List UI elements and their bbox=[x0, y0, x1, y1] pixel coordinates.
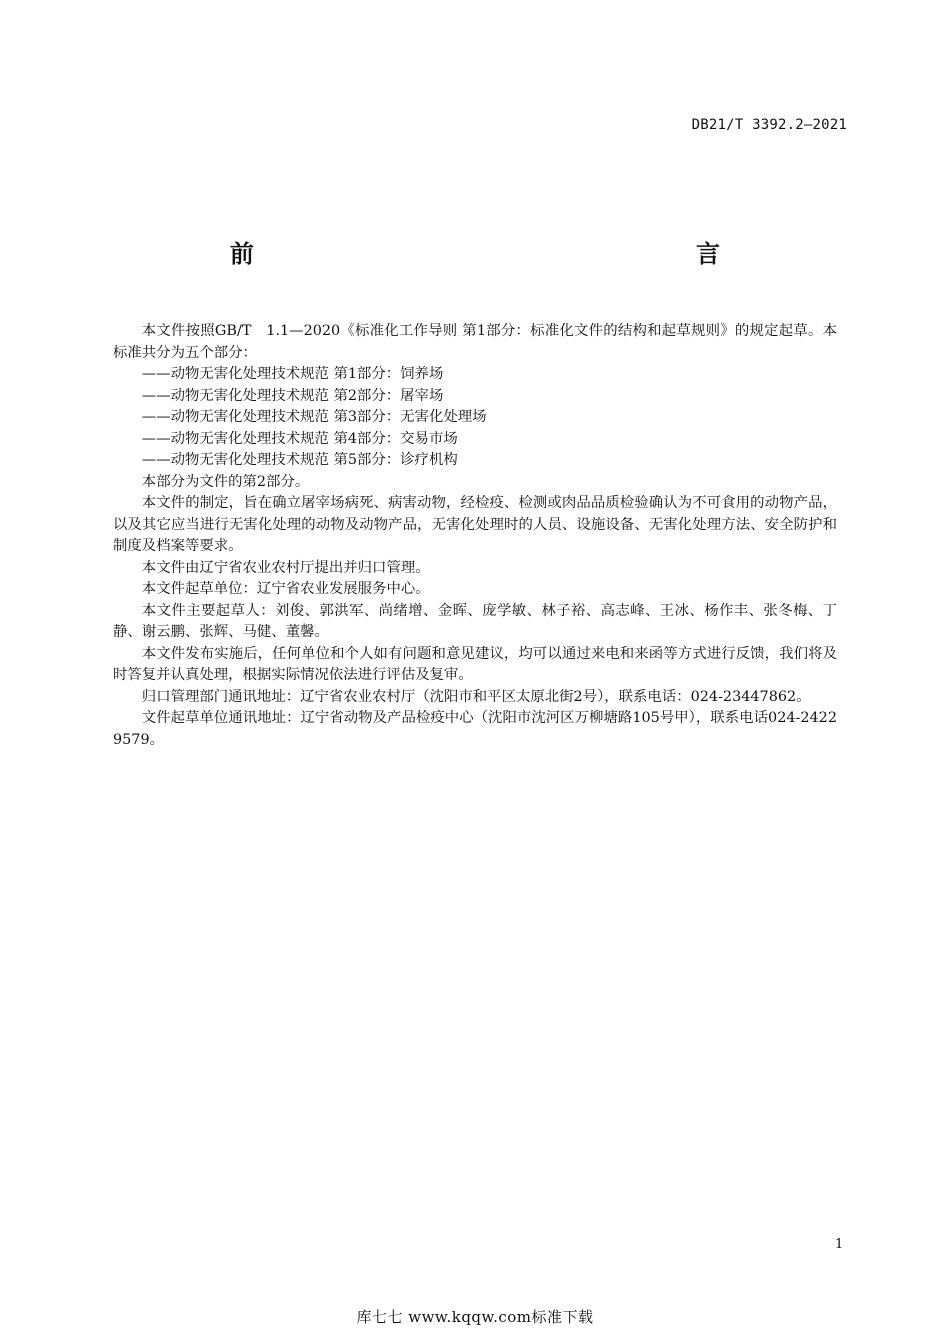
list-item-part-4: ——动物无害化处理技术规范 第4部分：交易市场 bbox=[141, 430, 458, 447]
paragraph-this-part: 本部分为文件的第2部分。 bbox=[141, 473, 310, 490]
list-item-part-1: ——动物无害化处理技术规范 第1部分：饲养场 bbox=[141, 366, 444, 382]
paragraph-drafting-address: 文件起草单位通讯地址：辽宁省动物及产品检疫中心（沈阳市沈河区万柳塘路105号甲），联系电话024-24229579。 bbox=[113, 710, 837, 748]
document-code: DB21/T 3392.2—2021 bbox=[691, 117, 847, 133]
paragraph-feedback: 本文件发布实施后，任何单位和个人如有问题和意见建议，均可以通过来电和来函等方式进行反馈，我们将及时答复并认真处理，根据实际情况依法进行评估及复审。 bbox=[113, 645, 837, 683]
paragraph-drafting-unit: 本文件起草单位：辽宁省农业发展服务中心。 bbox=[141, 581, 430, 597]
footer-watermark: 库七七 www.kqqw.com标准下载 bbox=[356, 1308, 594, 1326]
list-item-part-5: ——动物无害化处理技术规范 第5部分：诊疗机构 bbox=[141, 452, 458, 468]
list-item-part-2: ——动物无害化处理技术规范 第2部分：屠宰场 bbox=[141, 387, 444, 404]
foreword-body bbox=[113, 321, 837, 751]
paragraph-drafters: 本文件主要起草人：刘俊、郭洪军、尚绪增、金晖、庞学敏、林子裕、高志峰、王冰、杨作丰、张冬梅、丁静、谢云鹏、张辉、马健、董馨。 bbox=[113, 602, 837, 640]
paragraph-basis: 本文件按照GB/T 1.1—2020《标准化工作导则 第1部分：标准化文件的结构和起草规则》的规定起草。本标准共分为五个部分： bbox=[113, 323, 837, 361]
page-number: 1 bbox=[835, 1237, 844, 1252]
page-title: 前 言 bbox=[229, 240, 777, 268]
paragraph-management-address: 归口管理部门通讯地址：辽宁省农业农村厅（沈阳市和平区太原北街2号），联系电话：024-23447862。 bbox=[141, 688, 811, 705]
paragraph-proposer: 本文件由辽宁省农业农村厅提出并归口管理。 bbox=[141, 559, 430, 576]
list-item-part-3: ——动物无害化处理技术规范 第3部分：无害化处理场 bbox=[141, 409, 487, 425]
paragraph-purpose: 本文件的制定，旨在确立屠宰场病死、病害动物，经检疫、检测或肉品品质检验确认为不可食用的动物产品，以及其它应当进行无害化处理的动物及动物产品，无害化处理时的人员、设施设备、无害化处理方法、安全防护和制度及档案等要求。 bbox=[113, 495, 837, 554]
